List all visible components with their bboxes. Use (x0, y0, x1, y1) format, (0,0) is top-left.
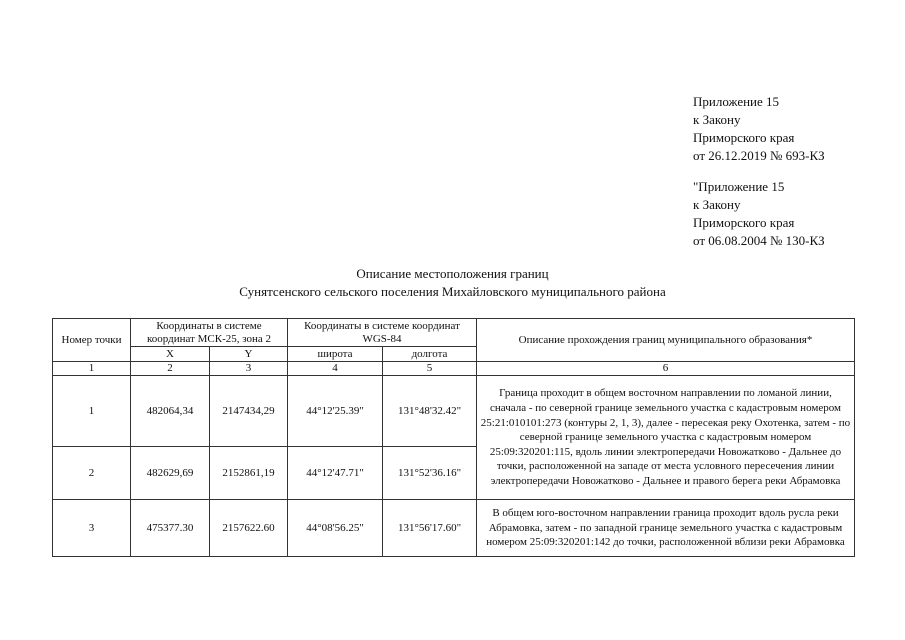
header-lon: долгота (383, 347, 477, 362)
column-number: 1 (53, 362, 131, 376)
cell-lon: 131°52'36.16" (383, 447, 477, 500)
appendix-line: к Закону (693, 197, 741, 212)
appendix-line: Приморского края (693, 215, 795, 230)
column-number: 5 (383, 362, 477, 376)
appendix-line: Приложение 15 (693, 94, 780, 109)
cell-lon: 131°48'32.42" (383, 376, 477, 447)
cell-y: 2157622.60 (210, 500, 288, 557)
appendix-line: "Приложение 15 (693, 179, 785, 194)
header-x: X (131, 347, 210, 362)
appendix-line: от 26.12.2019 № 693-КЗ (693, 148, 825, 163)
column-number: 3 (210, 362, 288, 376)
document-subtitle: Сунятсенского сельского поселения Михайловского муниципального района (239, 284, 666, 299)
cell-description: В общем юго-восточном направлении граница проходит вдоль русла реки Абрамовка, затем - по западной границе земельного участка с кадастровым номером 25:09:320201:142 до точки, расположенной вблизи реки Абрамовка (477, 500, 855, 557)
cell-x: 482064,34 (131, 376, 210, 447)
table-row (53, 376, 855, 447)
cell-point: 3 (53, 500, 131, 557)
cell-y: 2147434,29 (210, 376, 288, 447)
cell-y: 2152861,19 (210, 447, 288, 500)
cell-x: 482629,69 (131, 447, 210, 500)
appendix-line: от 06.08.2004 № 130-КЗ (693, 233, 825, 248)
appendix-original (693, 178, 825, 250)
column-number-row (53, 362, 855, 376)
appendix-current (693, 93, 825, 165)
cell-point: 1 (53, 376, 131, 447)
column-number: 4 (288, 362, 383, 376)
header-point-no: Номер точки (53, 319, 131, 362)
table-row (53, 500, 855, 557)
header-description: Описание прохождения границ муниципального образования* (477, 319, 855, 362)
header-lat: широта (288, 347, 383, 362)
header-wgs: Координаты в системе координат WGS-84 (288, 319, 477, 347)
cell-x: 475377.30 (131, 500, 210, 557)
column-number: 2 (131, 362, 210, 376)
cell-lat: 44°08'56.25" (288, 500, 383, 557)
boundary-table (52, 318, 855, 557)
appendix-line: к Закону (693, 112, 741, 127)
cell-lat: 44°12'25.39" (288, 376, 383, 447)
header-msk: Координаты в системе координат МСК-25, зона 2 (131, 319, 288, 347)
appendix-line: Приморского края (693, 130, 795, 145)
cell-description: Граница проходит в общем восточном направлении по ломаной линии, сначала - по северной границе земельного участка с кадастровым номером 25:21:010101:273 (контуры 2, 1, 3), далее - пересекая реку Охотенка, затем - по северной границе земельного участка с кадастровым номером 25:09:320201:115, вдоль линии электропередачи Новожатково - Дальнее до точки, расположенной на западе от места условного пересечения линии электропередачи Новожатково - Дальнее и правого берега реки Абрамовка (477, 376, 855, 500)
header-y: Y (210, 347, 288, 362)
column-number: 6 (477, 362, 855, 376)
cell-point: 2 (53, 447, 131, 500)
document-title: Описание местоположения границ (356, 266, 549, 281)
cell-lat: 44°12'47.71" (288, 447, 383, 500)
table-header-row (53, 319, 855, 347)
cell-lon: 131°56'17.60" (383, 500, 477, 557)
